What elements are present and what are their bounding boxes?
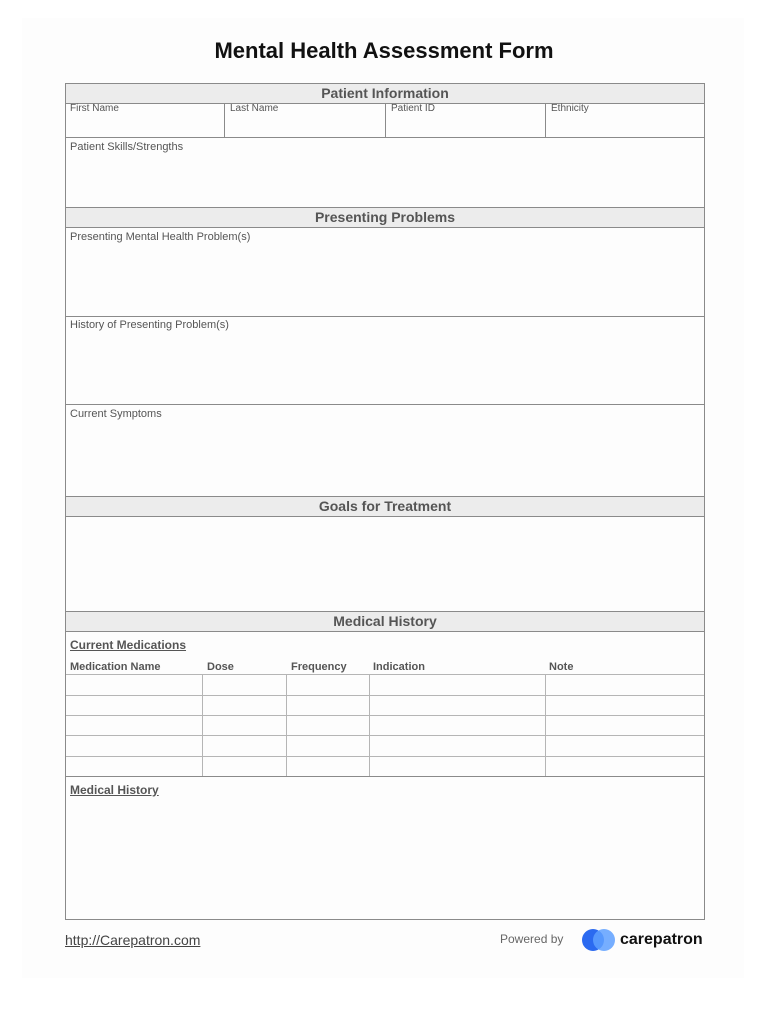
section-header-patient-information: Patient Information [66, 84, 704, 104]
goals-field[interactable] [66, 517, 704, 611]
medical-history-heading: Medical History [70, 783, 159, 797]
divider [385, 103, 386, 137]
divider [545, 103, 546, 137]
section-header-medical-history: Medical History [66, 612, 704, 632]
carepatron-link[interactable]: http://Carepatron.com [65, 932, 201, 948]
column-header-dose: Dose [207, 661, 234, 673]
history-presenting-problems-field[interactable]: History of Presenting Problem(s) [70, 319, 229, 331]
section-header-goals: Goals for Treatment [66, 497, 704, 517]
column-divider [202, 674, 203, 776]
ethnicity-field[interactable]: Ethnicity [551, 103, 589, 114]
divider [224, 103, 225, 137]
current-symptoms-field[interactable]: Current Symptoms [70, 408, 162, 420]
patient-skills-field[interactable]: Patient Skills/Strengths [70, 141, 184, 153]
column-divider [286, 674, 287, 776]
column-header-note: Note [549, 661, 574, 673]
section-header-presenting-problems: Presenting Problems [66, 208, 704, 228]
carepatron-logo-icon [582, 928, 618, 952]
table-row[interactable] [66, 695, 704, 696]
medical-history-field[interactable] [66, 800, 704, 918]
column-header-indication: Indication [373, 661, 425, 673]
assessment-form [65, 83, 705, 920]
brand-suffix: patron [652, 931, 703, 948]
divider [66, 776, 704, 777]
carepatron-brand[interactable] [582, 928, 703, 952]
table-row[interactable] [66, 674, 704, 675]
divider [66, 404, 704, 405]
first-name-field[interactable]: First Name [70, 103, 119, 114]
table-row[interactable] [66, 735, 704, 736]
current-medications-heading: Current Medications [70, 638, 187, 652]
table-row[interactable] [66, 715, 704, 716]
presenting-problems-field[interactable]: Presenting Mental Health Problem(s) [70, 231, 251, 243]
powered-by-label: Powered by [500, 932, 564, 946]
brand-prefix: care [620, 931, 653, 948]
column-divider [545, 674, 546, 776]
column-header-medication-name: Medication Name [70, 661, 161, 673]
brand-name [620, 931, 703, 949]
last-name-field[interactable]: Last Name [230, 103, 279, 114]
table-row[interactable] [66, 756, 704, 757]
patient-id-field[interactable]: Patient ID [391, 103, 435, 114]
divider [66, 316, 704, 317]
column-header-frequency: Frequency [291, 661, 347, 673]
column-divider [369, 674, 370, 776]
form-title: Mental Health Assessment Form [214, 38, 554, 63]
divider [66, 137, 704, 138]
